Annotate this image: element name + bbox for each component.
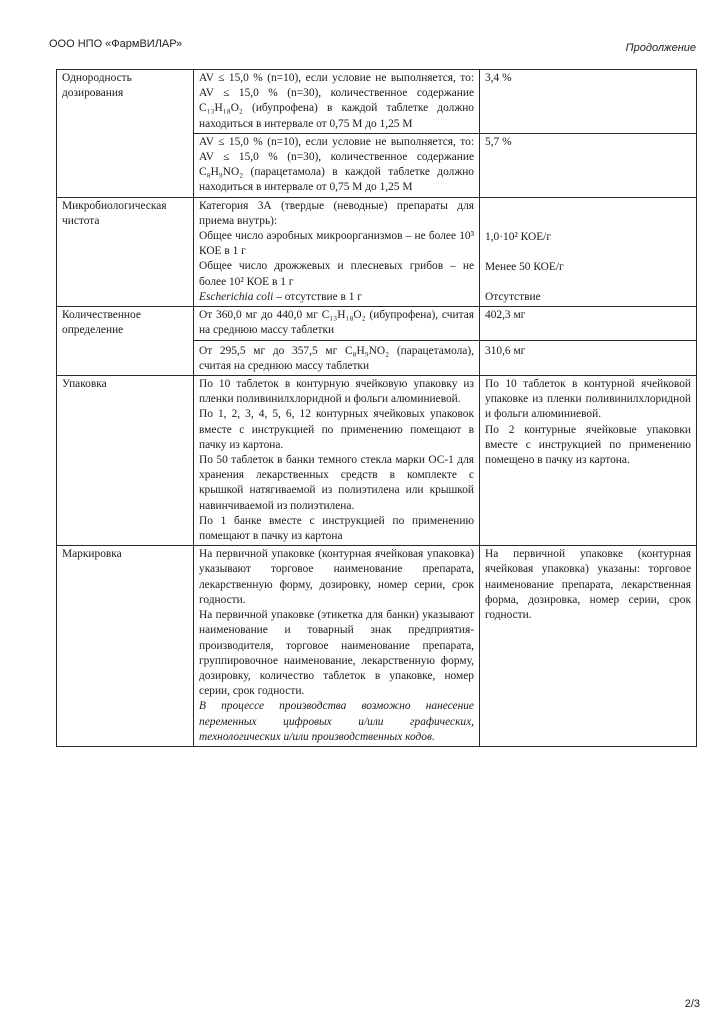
page-number: 2/3: [684, 998, 700, 1010]
table-row-marking: [57, 546, 697, 747]
req-mark-p2: На первичной упаковке (этикетка для банки) указывают наименование и товарный знак предприятия-производителя, торговое наименование препарата, группировочное наименование, лекарственную форму, дозировку, количество таблеток в упаковке, номер серии, срок годности.: [199, 609, 474, 698]
row-name-marking: [57, 546, 194, 747]
table-row-assay-1: [57, 307, 697, 340]
row-name-packaging: [57, 376, 194, 546]
req-pack-p2: По 1, 2, 3, 4, 5, 6, 12 контурных ячейковых упаковок вместе с инструкцией по применению помещают в пачку из картона.: [199, 408, 474, 451]
res-yeast: Менее 50 КОЕ/г: [485, 260, 564, 273]
result-uniformity-paracetamol: 5,7 %: [480, 133, 697, 197]
requirement-packaging: [194, 376, 480, 546]
res-aerobic: 1,0·10² КОЕ/г: [485, 230, 552, 243]
table-row-packaging: [57, 376, 697, 546]
parameter-name: Микробиологическая чистота: [62, 199, 167, 227]
company-name: ООО НПО «ФармВИЛАР»: [49, 38, 183, 50]
ecoli-rest: – отсутствие в 1 г: [273, 290, 362, 303]
req-pack-p1: По 10 таблеток в контурную ячейковую упаковку из пленки поливинилхлоридной и фольги алюминиевой.: [199, 378, 474, 406]
req-pack-p3: По 50 таблеток в банки темного стекла марки ОС-1 для хранения лекарственных средств в комплекте с крышкой натягиваемой из полиэтилена или крышкой навинчиваемой из полиэтилена.: [199, 454, 474, 512]
req-mark-p3: В процессе производства возможно нанесение переменных цифровых и/или графических, технологических и/или производственных кодов.: [199, 700, 474, 743]
requirement-assay-ibuprofen: От 360,0 мг до 440,0 мг C₁₃H₁₈O₂ (ибупрофена), считая на среднюю массу таблетки: [194, 307, 480, 340]
row-name-microbio: [57, 197, 194, 307]
result-packaging: [480, 376, 697, 546]
req-category: Категория 3А (твердые (неводные) препараты для приема внутрь):: [199, 199, 474, 227]
res-ecoli: Отсутствие: [485, 291, 541, 304]
ecoli-name: Escherichia coli: [199, 290, 274, 303]
row-name-uniformity: [57, 70, 194, 198]
req-aerobic: Общее число аэробных микроорганизмов – не более 10³ КОЕ в 1 г: [199, 230, 474, 258]
res-pack-p2: По 2 контурные ячейковые упаковки вместе с инструкцией по применению помещено в пачку из картона.: [485, 423, 691, 467]
parameter-name: Количественное определение: [62, 309, 141, 337]
parameter-name: Маркировка: [62, 548, 122, 561]
req-yeast: Общее число дрожжевых и плесневых грибов – не более 10² КОЕ в 1 г: [199, 260, 474, 288]
parameter-name: Упаковка: [62, 378, 107, 391]
requirement-assay-paracetamol: От 295,5 мг до 357,5 мг C₈H₉NO₂ (парацетамола), считая на среднюю массу таблетки: [194, 340, 480, 375]
res-mark-p1: На первичной упаковке (контурная ячейковая упаковка) указаны: торговое наименование препарата, лекарственная форма, дозировка, номер серии, срок годности.: [485, 548, 691, 622]
result-assay-paracetamol: 310,6 мг: [480, 340, 697, 375]
result-assay-ibuprofen: 402,3 мг: [480, 307, 697, 340]
result-marking: [480, 546, 697, 747]
res-pack-p1: По 10 таблеток в контурной ячейковой упаковке из пленки поливинилхлоридной и фольги алюминиевой.: [485, 378, 691, 421]
req-mark-p1: На первичной упаковке (контурная ячейковая упаковка) указывают торговое наименование препарата, лекарственную форму, дозировку, номер серии, срок годности.: [199, 548, 474, 606]
continuation-label: Продолжение: [625, 42, 696, 54]
row-name-assay: [57, 307, 194, 376]
requirement-uniformity-paracetamol: AV ≤ 15,0 % (n=10), если условие не выполняется, то: AV ≤ 15,0 % (n=30), количественное содержание C₈H₉NO₂ (парацетамола) в каждой таблетке должно находиться в интервале от 0,75 М до 1,25 М: [194, 133, 480, 197]
table-row-microbio: [57, 197, 697, 307]
specification-table: [56, 69, 697, 747]
requirement-uniformity-ibuprofen: AV ≤ 15,0 % (n=10), если условие не выполняется, то: AV ≤ 15,0 % (n=30), количественное содержание C₁₃H₁₈O₂ (ибупрофена) в каждой таблетке должно находиться в интервале от 0,75 М до 1,25 М: [194, 70, 480, 134]
parameter-name: Однородность дозирования: [62, 72, 132, 100]
result-uniformity-ibuprofen: 3,4 %: [480, 70, 697, 134]
result-microbio: [480, 197, 697, 307]
req-pack-p4: По 1 банке вместе с инструкцией по применению помещают в пачку из картона: [199, 514, 474, 543]
requirement-marking: [194, 546, 480, 747]
table-row-uniformity-1: [57, 70, 697, 134]
req-ecoli: [199, 290, 474, 305]
requirement-microbio: [194, 197, 480, 307]
